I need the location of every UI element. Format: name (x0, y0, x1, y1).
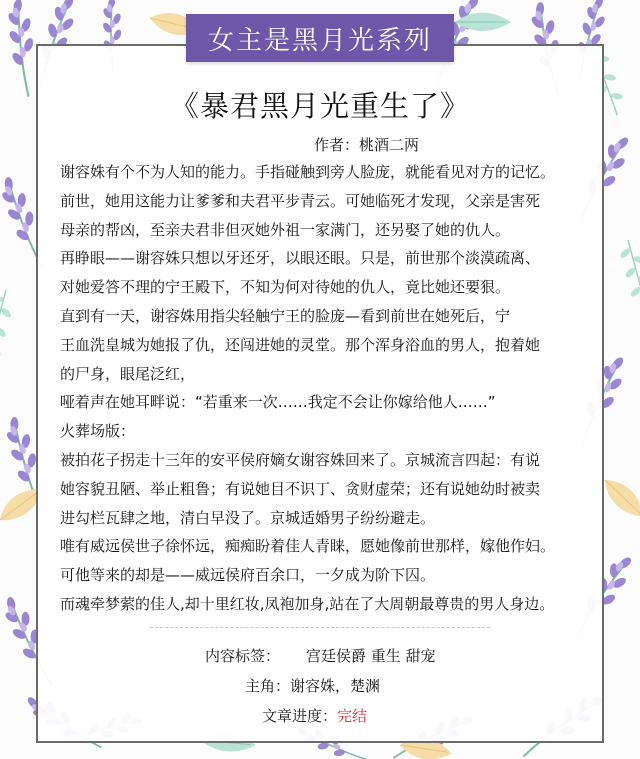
status-value: 完结 (337, 707, 368, 725)
divider (150, 627, 490, 628)
synopsis-line: 唯有威远侯世子徐怀远，痴痴盼着佳人青睐，愿她像前世那样，嫁他作妇。 (60, 537, 556, 556)
synopsis-line: 进勾栏瓦肆之地，清白早没了。京城适婚男子纷纷避走。 (60, 508, 436, 527)
synopsis-line: 而魂牵梦萦的佳人,却十里红妆,凤袍加身,站在了大周朝最尊贵的男人身边。 (60, 594, 555, 613)
book-title: 《暴君黑月光重生了》 (169, 89, 470, 123)
synopsis-line: 谢容姝有个不为人知的能力。手指碰触到旁人脸庞，就能看见对方的记忆。 (60, 163, 556, 181)
synopsis-line: 她容貌丑陋、举止粗鲁；有说她目不识丁、贪财虚荣；还有说她幼时被卖 (60, 479, 541, 498)
synopsis (60, 158, 608, 619)
author-line (314, 134, 419, 155)
leads-row (245, 675, 380, 696)
synopsis-line: 再睁眼——谢容姝只想以牙还牙，以眼还眼。只是，前世那个淡漠疏离、 (60, 249, 541, 268)
synopsis-line: 母亲的帮凶，至亲夫君非但灭她外祖一家满门，还另娶了她的仇人。 (60, 220, 511, 239)
series-banner-text: 女主是黑月光系列 (207, 25, 432, 56)
tags-label: 内容标签： (205, 647, 281, 665)
status-label: 文章进度： (262, 707, 338, 725)
synopsis-line: 王血洗皇城为她报了仇，还闯进她的灵堂。那个浑身浴血的男人，抱着她 (60, 335, 541, 354)
synopsis-line: 火葬场版： (60, 422, 136, 441)
synopsis-line: 可他等来的却是——威远侯府百余口，一夕成为阶下囚。 (60, 566, 436, 585)
synopsis-line: 的尸身，眼尾泛红， (60, 364, 196, 383)
author-name: 桃酒二两 (359, 136, 420, 154)
leads-label: 主角： (245, 677, 291, 695)
leads-value: 谢容姝，楚渊 (290, 677, 381, 695)
synopsis-line: 直到有一天，谢容姝用指尖轻触宁王的脸庞—看到前世在她死后，宁 (60, 306, 511, 325)
synopsis-line: 被拍花子拐走十三年的安平侯府嫡女谢容姝回来了。京城流言四起：有说 (60, 450, 541, 469)
series-banner (186, 14, 454, 62)
synopsis-line: 哑着声在她耳畔说：“若重来一次……我定不会让你嫁给他人……” (60, 393, 496, 412)
synopsis-line: 前世，她用这能力让爹爹和夫君平步青云。可她临死才发现，父亲是害死 (60, 191, 541, 210)
synopsis-line: 对她爱答不理的宁王殿下，不知为何对待她的仇人，竟比她还要狠。 (60, 278, 511, 297)
tags-row (205, 645, 436, 666)
author-label: 作者： (314, 136, 360, 154)
tags-value: 宫廷侯爵 重生 甜宠 (306, 647, 436, 665)
status-row (262, 705, 367, 726)
